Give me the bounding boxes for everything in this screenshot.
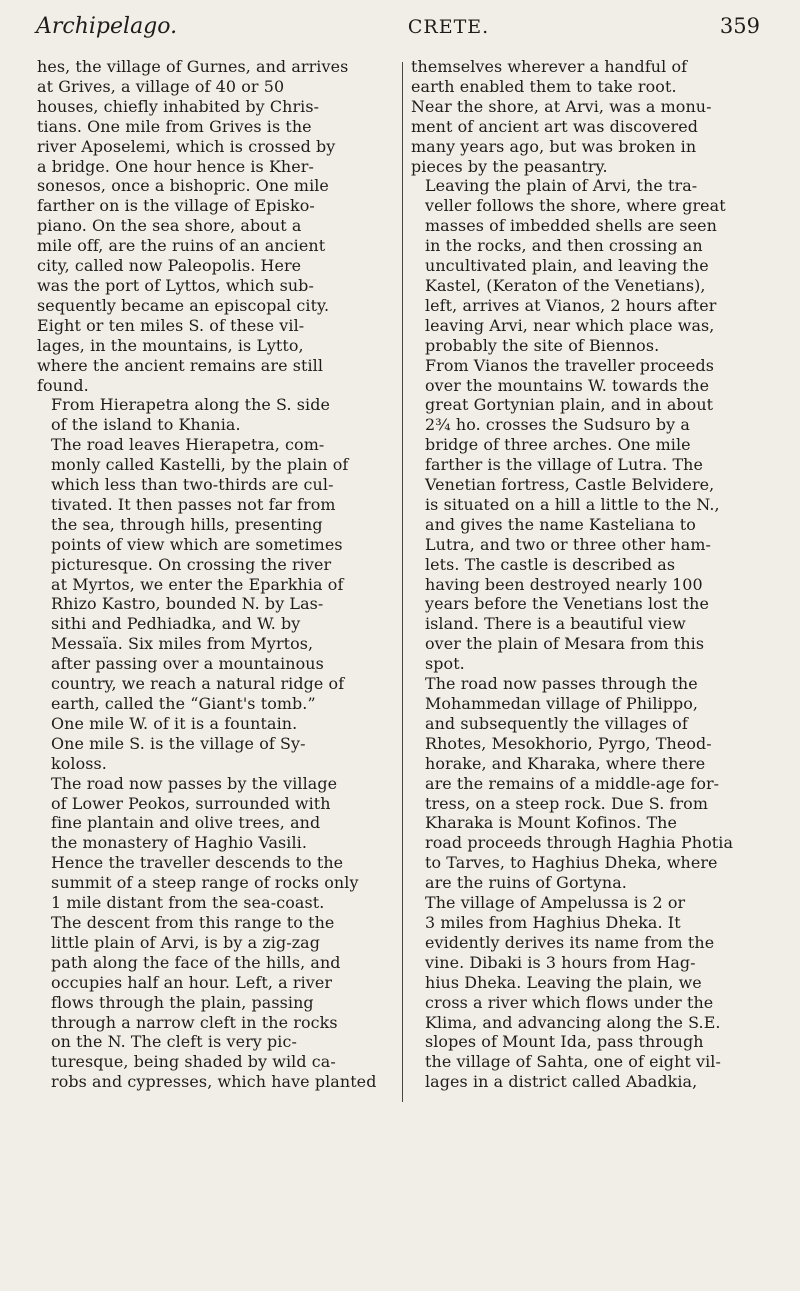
- text-line: Rhizo Kastro, bounded N. by Las-: [51, 594, 324, 614]
- text-line: tians. One mile from Grives is the: [37, 116, 312, 136]
- right-column: [411, 57, 757, 1092]
- text-line: Venetian fortress, Castle Belvidere,: [425, 475, 715, 495]
- text-line: 2¾ ho. crosses the Sudsuro by a: [425, 415, 690, 435]
- text-line: tivated. It then passes not far from: [51, 494, 336, 514]
- text-line: great Gortynian plain, and in about: [425, 395, 714, 415]
- text-line: sequently became an episcopal city.: [37, 295, 330, 315]
- text-line: a bridge. One hour hence is Kher-: [37, 156, 314, 176]
- text-line: sithi and Pedhiadka, and W. by: [51, 614, 301, 634]
- text-line: earth, called the “Giant's tomb.”: [51, 694, 316, 713]
- text-line: Near the shore, at Arvi, was a monu-: [411, 96, 712, 116]
- text-line: The descent from this range to the: [51, 912, 335, 932]
- text-line: Mohammedan village of Philippo,: [425, 694, 699, 713]
- text-line: the sea, through hills, presenting: [51, 514, 323, 534]
- text-line: hes, the village of Gurnes, and arrives: [37, 57, 349, 76]
- text-line: piano. On the sea shore, about a: [37, 216, 302, 236]
- text-line: Kastel, (Keraton of the Venetians),: [425, 275, 706, 295]
- text-line: at Grives, a village of 40 or 50: [37, 76, 285, 96]
- text-line: island. There is a beautiful view: [425, 614, 686, 634]
- text-line: probably the site of Biennos.: [425, 335, 660, 355]
- text-line: found.: [37, 375, 89, 395]
- text-line: 1 mile distant from the sea-coast.: [51, 893, 325, 913]
- text-line: vine. Dibaki is 3 hours from Hag-: [425, 952, 696, 972]
- text-line: of the island to Khania.: [51, 415, 241, 435]
- text-line: The road now passes by the village: [51, 773, 338, 793]
- text-line: lages in a district called Abadkia,: [425, 1072, 698, 1092]
- text-line: The village of Ampelussa is 2 or: [425, 893, 686, 913]
- text-line: left, arrives at Vianos, 2 hours after: [425, 295, 717, 315]
- paragraph: [37, 395, 383, 435]
- text-line: over the plain of Mesara from this: [425, 634, 705, 654]
- text-line: From Hierapetra along the S. side: [51, 395, 330, 415]
- text-line: 3 miles from Haghius Dheka. It: [425, 912, 681, 932]
- text-line: where the ancient remains are still: [37, 355, 324, 375]
- text-line: tress, on a steep rock. Due S. from: [425, 793, 709, 813]
- text-line: picturesque. On crossing the river: [51, 554, 332, 574]
- text-line: road proceeds through Haghia Photia: [425, 833, 734, 853]
- paragraph: [411, 356, 757, 675]
- text-line: path along the face of the hills, and: [51, 952, 341, 972]
- text-line: Rhotes, Mesokhorio, Pyrgo, Theod-: [425, 733, 712, 753]
- text-line: pieces by the peasantry.: [411, 156, 608, 176]
- column-divider: [402, 62, 403, 1102]
- text-line: slopes of Mount Ida, pass through: [425, 1032, 704, 1052]
- text-line: flows through the plain, passing: [51, 992, 314, 1012]
- text-line: Lutra, and two or three other ham-: [425, 534, 711, 554]
- text-line: spot.: [425, 654, 465, 674]
- text-line: mile off, are the ruins of an ancient: [37, 236, 326, 256]
- text-line: and gives the name Kasteliana to: [425, 514, 696, 534]
- text-line: Leaving the plain of Arvi, the tra-: [425, 176, 698, 196]
- text-line: Klima, and advancing along the S.E.: [425, 1012, 721, 1032]
- text-line: occupies half an hour. Left, a river: [51, 972, 333, 992]
- text-line: little plain of Arvi, is by a zig-zag: [51, 932, 321, 952]
- running-head: Archipelago.: [36, 14, 178, 39]
- text-line: after passing over a mountainous: [51, 654, 324, 674]
- paragraph: [37, 435, 383, 773]
- text-line: uncultivated plain, and leaving the: [425, 256, 709, 276]
- paragraph: [411, 893, 757, 1092]
- text-line: cross a river which flows under the: [425, 992, 714, 1012]
- section-title: CRETE.: [407, 16, 490, 38]
- text-line: in the rocks, and then crossing an: [425, 236, 703, 256]
- paragraph: [411, 674, 757, 893]
- text-line: on the N. The cleft is very pic-: [51, 1032, 297, 1052]
- text-line: many years ago, but was broken in: [411, 136, 697, 156]
- text-line: farther is the village of Lutra. The: [425, 455, 703, 475]
- text-line: evidently derives its name from the: [425, 932, 715, 952]
- text-line: Kharaka is Mount Kofinos. The: [425, 813, 678, 833]
- text-line: turesque, being shaded by wild ca-: [51, 1052, 336, 1072]
- text-line: country, we reach a natural ridge of: [51, 674, 345, 694]
- text-line: over the mountains W. towards the: [425, 375, 710, 395]
- paragraph: [411, 57, 757, 176]
- text-line: The road leaves Hierapetra, com-: [51, 435, 325, 455]
- text-line: are the remains of a middle-age for-: [425, 773, 720, 793]
- text-line: the village of Sahta, one of eight vil-: [425, 1052, 721, 1072]
- text-line: summit of a steep range of rocks only: [51, 873, 359, 893]
- text-line: hius Dheka. Leaving the plain, we: [425, 972, 702, 992]
- text-line: farther on is the village of Episko-: [37, 196, 315, 216]
- text-line: leaving Arvi, near which place was,: [425, 315, 715, 335]
- text-line: points of view which are sometimes: [51, 534, 343, 554]
- text-line: at Myrtos, we enter the Eparkhia of: [51, 574, 344, 594]
- text-line: themselves wherever a handful of: [411, 57, 688, 76]
- text-line: houses, chiefly inhabited by Chris-: [37, 96, 320, 116]
- text-line: monly called Kastelli, by the plain of: [51, 455, 349, 475]
- text-line: robs and cypresses, which have planted: [51, 1072, 377, 1092]
- text-line: veller follows the shore, where great: [425, 196, 726, 216]
- text-line: lages, in the mountains, is Lytto,: [37, 335, 304, 355]
- text-line: earth enabled them to take root.: [411, 76, 677, 96]
- text-line: city, called now Paleopolis. Here: [37, 256, 302, 276]
- text-line: river Aposelemi, which is crossed by: [37, 136, 336, 156]
- text-line: years before the Venetians lost the: [425, 594, 710, 614]
- text-line: koloss.: [51, 753, 107, 773]
- text-line: having been destroyed nearly 100: [425, 574, 703, 594]
- text-line: are the ruins of Gortyna.: [425, 873, 627, 893]
- text-line: to Tarves, to Haghius Dheka, where: [425, 853, 718, 873]
- text-line: the monastery of Haghio Vasili.: [51, 833, 307, 853]
- text-line: masses of imbedded shells are seen: [425, 216, 717, 236]
- text-line: ment of ancient art was discovered: [411, 116, 699, 136]
- text-line: Messaïa. Six miles from Myrtos,: [51, 634, 314, 654]
- text-line: which less than two-thirds are cul-: [51, 475, 334, 495]
- text-line: The road now passes through the: [425, 674, 698, 694]
- text-line: sonesos, once a bishopric. One mile: [37, 176, 329, 196]
- paragraph: [411, 176, 757, 355]
- text-line: Hence the traveller descends to the: [51, 853, 344, 873]
- text-line: One mile S. is the village of Sy-: [51, 733, 306, 753]
- text-line: fine plantain and olive trees, and: [51, 813, 321, 833]
- text-line: From Vianos the traveller proceeds: [425, 355, 714, 375]
- text-line: is situated on a hill a little to the N.,: [425, 494, 720, 514]
- text-line: of Lower Peokos, surrounded with: [51, 793, 331, 813]
- text-line: and subsequently the villages of: [425, 713, 688, 733]
- text-line: was the port of Lyttos, which sub-: [37, 275, 314, 295]
- page-header: [36, 14, 760, 48]
- paragraph: [37, 774, 383, 1093]
- page-number: 359: [719, 14, 760, 38]
- text-line: One mile W. of it is a fountain.: [51, 713, 298, 733]
- left-column: [37, 57, 383, 1092]
- text-line: lets. The castle is described as: [425, 554, 676, 574]
- text-line: Eight or ten miles S. of these vil-: [37, 315, 305, 335]
- paragraph: [37, 57, 383, 395]
- text-line: through a narrow cleft in the rocks: [51, 1012, 338, 1032]
- text-line: bridge of three arches. One mile: [425, 435, 691, 455]
- text-line: horake, and Kharaka, where there: [425, 753, 706, 773]
